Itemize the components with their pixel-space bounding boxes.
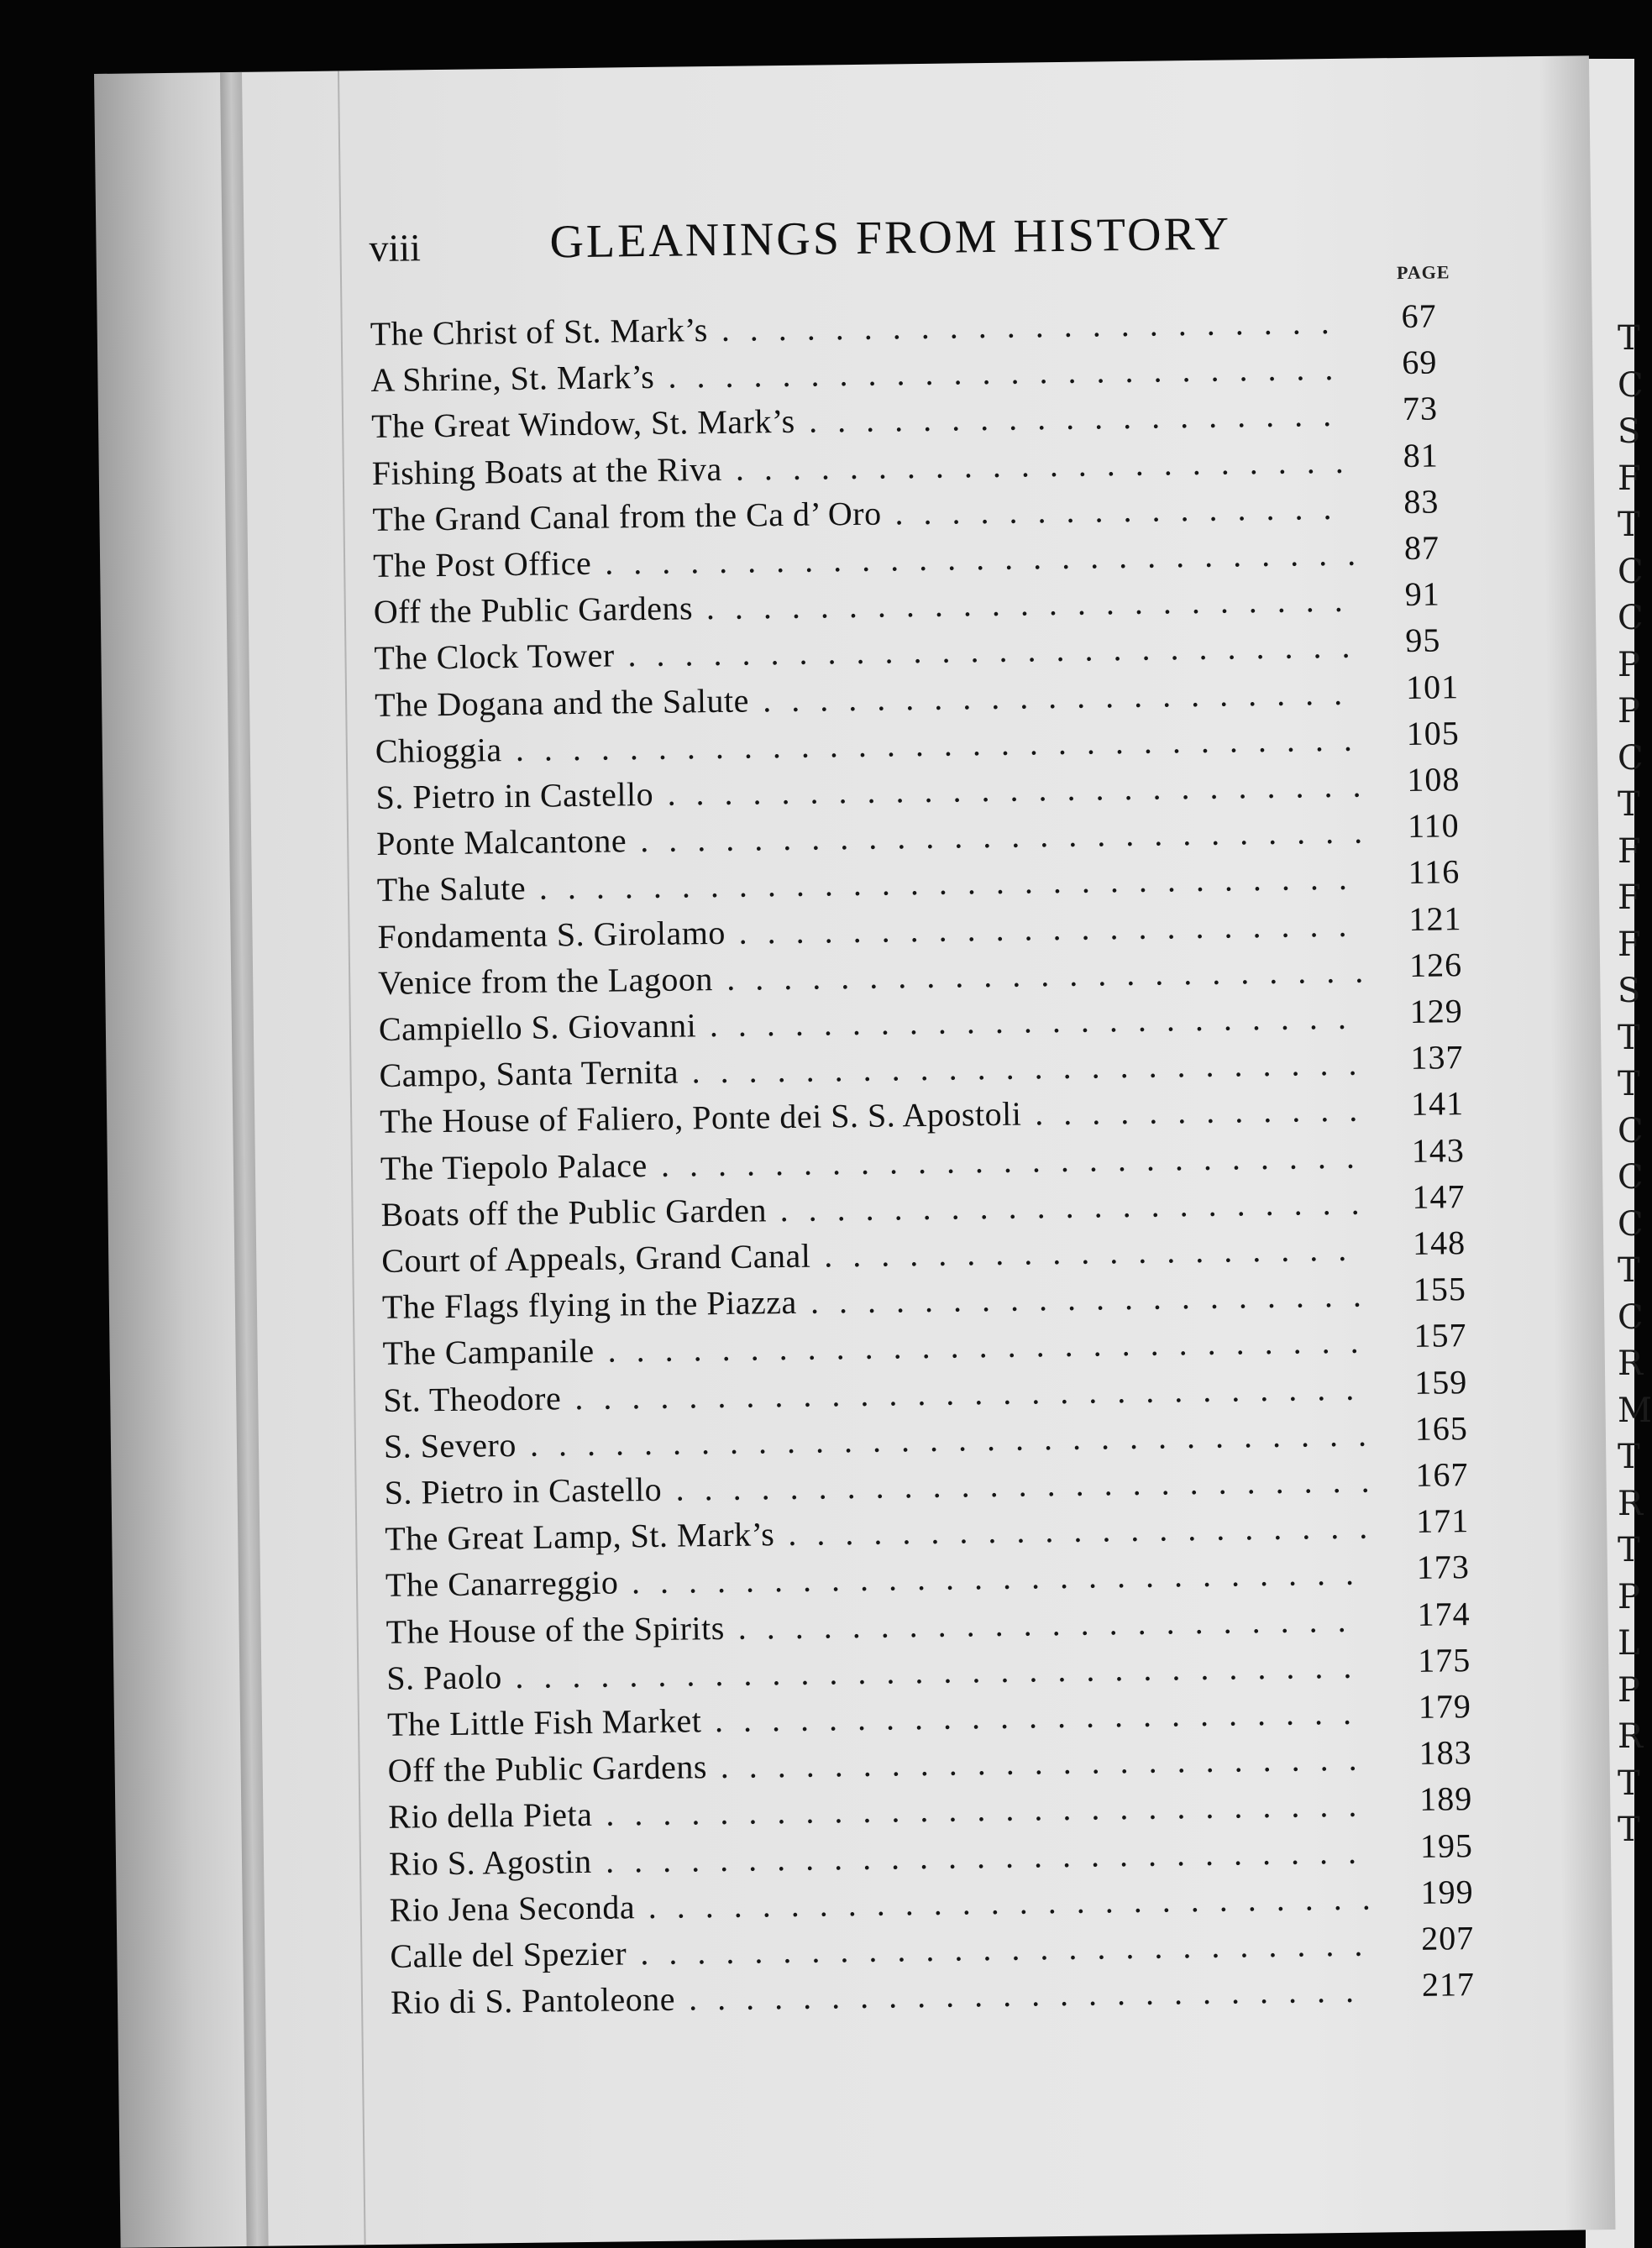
entry-title: The Dogana and the Salute	[374, 681, 750, 724]
entry-page-number: 179	[1418, 1687, 1472, 1726]
entry-title: Campiello S. Giovanni	[378, 1006, 697, 1048]
entry-page-number: 121	[1408, 899, 1462, 938]
dot-leader: .......................	[714, 1693, 1372, 1740]
dot-leader: ........................	[691, 1044, 1377, 1091]
facing-page-letter: F	[1618, 878, 1641, 917]
entry-title: Fondamenta S. Girolamo	[377, 913, 726, 956]
entry-title: S. Pietro in Castello	[375, 774, 654, 816]
facing-page-letter: S	[1618, 972, 1641, 1010]
entry-page-number: 101	[1405, 667, 1460, 706]
entry-title: S. Paolo	[386, 1658, 502, 1697]
entry-page-number: 69	[1402, 343, 1438, 382]
page-folio: viii	[369, 226, 422, 270]
entry-page-number: 87	[1403, 528, 1440, 567]
entry-page-number: 207	[1420, 1919, 1475, 1957]
dot-leader: .......................	[709, 998, 1367, 1045]
dot-leader: ...........................	[605, 1832, 1377, 1880]
entry-title: The Great Lamp, St. Mark’s	[385, 1515, 775, 1559]
facing-page-letter: T	[1618, 1438, 1640, 1476]
book-page	[94, 55, 1615, 2248]
facing-page-letter: T	[1618, 1763, 1640, 1803]
dot-leader: ....................	[810, 1276, 1382, 1321]
entry-page-number: 148	[1412, 1224, 1466, 1262]
dot-leader: ......................	[737, 1601, 1366, 1647]
facing-page-letter: T	[1618, 1251, 1640, 1290]
entry-page-number: 159	[1413, 1362, 1468, 1402]
entry-page-number: 95	[1405, 621, 1441, 660]
entry-title: Rio Jena Seconda	[389, 1888, 636, 1929]
dot-leader: ......................	[738, 905, 1367, 951]
facing-page-letter: T	[1618, 506, 1640, 544]
entry-page-number: 116	[1408, 852, 1461, 892]
entry-page-number: 81	[1403, 436, 1439, 474]
facing-page-letter: F	[1618, 459, 1641, 498]
entry-page-number: 67	[1401, 296, 1437, 336]
dot-leader: .......................	[705, 580, 1364, 627]
facing-page-letter: C	[1618, 1158, 1644, 1197]
facing-page-letter: P	[1618, 645, 1640, 684]
dot-leader: .........................	[675, 1461, 1390, 1508]
entry-page-number: 108	[1407, 760, 1461, 799]
dot-leader: ..........................	[631, 1554, 1375, 1601]
entry-page-number: 195	[1419, 1826, 1474, 1865]
dot-leader: .......................	[720, 1739, 1377, 1786]
entry-page-number: 155	[1413, 1270, 1467, 1309]
dot-leader: ..........................	[627, 626, 1371, 674]
entry-title: Ponte Malcantone	[375, 821, 627, 863]
entry-page-number: 217	[1421, 1965, 1476, 2004]
dot-leader: ...........................	[606, 1785, 1377, 1834]
running-title: GLEANINGS FROM HISTORY	[549, 207, 1232, 269]
entry-title: Rio della Pieta	[388, 1795, 593, 1837]
facing-page-letter: S	[1618, 412, 1641, 451]
entry-title: Fishing Boats at the Riva	[371, 449, 723, 492]
facing-page-letter: P	[1618, 1577, 1640, 1617]
dot-leader: ..........................	[640, 1925, 1383, 1973]
dot-leader: ........................	[688, 1971, 1375, 2018]
entry-page-number: 174	[1417, 1594, 1471, 1633]
entry-title: S. Pietro in Castello	[384, 1470, 663, 1512]
entry-page-number: 183	[1419, 1733, 1472, 1773]
entry-title: Chioggia	[375, 730, 502, 770]
facing-page-letter: C	[1618, 365, 1644, 405]
entry-title: Calle del Spezier	[390, 1934, 627, 1975]
dot-leader: ..............................	[529, 1415, 1387, 1464]
entry-title: The Great Window, St. Mark’s	[370, 402, 795, 446]
entry-title: St. Theodore	[383, 1378, 562, 1419]
facing-page-letter: C	[1618, 599, 1644, 637]
entry-title: The House of Faliero, Ponte dei S. S. Apostoli	[379, 1094, 1022, 1141]
entry-title: The Flags flying in the Piazza	[381, 1283, 797, 1327]
dot-leader: .....................	[788, 1507, 1388, 1554]
entry-title: Off the Public Gardens	[373, 589, 694, 631]
entry-page-number: 110	[1407, 806, 1460, 846]
dot-leader: .....................	[762, 673, 1363, 719]
dot-leader: ..............................	[515, 720, 1373, 768]
dot-leader: ............................	[574, 1369, 1375, 1417]
facing-page-letter: C	[1618, 738, 1644, 778]
dot-leader: .........................	[667, 766, 1382, 813]
dot-leader: ........................	[668, 348, 1354, 396]
dot-leader: ................	[894, 488, 1352, 532]
facing-page-letter: F	[1618, 925, 1641, 964]
entry-page-number: 173	[1416, 1548, 1471, 1587]
facing-page-letter: C	[1618, 1111, 1644, 1150]
entry-page-number: 129	[1409, 992, 1464, 1030]
dot-leader: ...........................	[607, 1322, 1379, 1370]
entry-page-number: 171	[1415, 1501, 1470, 1541]
dot-leader: ..........................	[648, 1879, 1391, 1926]
entry-page-number: 73	[1402, 389, 1439, 428]
page-column-label: PAGE	[1396, 261, 1450, 284]
entry-title: Rio di S. Pantoleone	[390, 1979, 676, 2022]
entry-title: The Little Fish Market	[386, 1701, 702, 1743]
facing-page-letter: F	[1618, 831, 1641, 871]
dot-leader: .........................	[660, 1137, 1376, 1184]
facing-page-letter: L	[1618, 1624, 1640, 1663]
facing-page-letter: P	[1618, 1670, 1640, 1710]
entry-page-number: 137	[1410, 1038, 1464, 1077]
entry-title: The Clock Tower	[374, 636, 615, 678]
entry-title: Rio S. Agostin	[388, 1842, 592, 1883]
entry-title: Campo, Santa Ternita	[379, 1052, 679, 1095]
facing-page-letter: M	[1618, 1391, 1652, 1430]
entry-title: The Campanile	[382, 1332, 595, 1373]
facing-page-letter: C	[1618, 552, 1644, 591]
facing-page-letter: C	[1618, 1204, 1644, 1244]
entry-title: The Canarreggio	[385, 1563, 619, 1605]
facing-page-letter: T	[1618, 1810, 1640, 1849]
entry-page-number: 91	[1404, 574, 1440, 614]
facing-page-letter: T	[1618, 1018, 1640, 1057]
entry-title: Court of Appeals, Grand Canal	[381, 1236, 811, 1280]
entry-title: Boats off the Public Garden	[380, 1191, 768, 1234]
entry-title: Venice from the Lagoon	[377, 959, 714, 1002]
dot-leader: ...................	[823, 1229, 1367, 1275]
facing-page-letter: R	[1618, 1484, 1644, 1523]
dot-leader: ..........................	[639, 812, 1383, 860]
dot-leader: ............	[1034, 1090, 1378, 1133]
facing-page-letter: T	[1618, 785, 1640, 824]
entry-title: The Grand Canal from the Ca d’ Oro	[372, 494, 882, 538]
illustrations-list	[94, 55, 1615, 2248]
entry-page-number: 105	[1406, 713, 1460, 752]
dot-leader: .......................	[726, 951, 1384, 998]
entry-page-number: 167	[1415, 1455, 1469, 1494]
dot-leader: .....................	[779, 1183, 1380, 1229]
dot-leader: ...................	[808, 396, 1352, 441]
entry-page-number: 199	[1420, 1872, 1474, 1911]
facing-page-letter: R	[1618, 1717, 1644, 1756]
entry-title: The Tiepolo Palace	[380, 1145, 648, 1187]
dot-leader: ...........................	[604, 534, 1377, 582]
dot-leader: .............................	[538, 858, 1368, 907]
facing-page-letter: T	[1618, 319, 1640, 358]
entry-title: The Salute	[376, 869, 527, 909]
dot-leader: ......................	[721, 302, 1350, 348]
entry-page-number: 143	[1411, 1130, 1466, 1170]
entry-title: S. Severo	[383, 1425, 517, 1465]
entry-page-number: 147	[1412, 1176, 1466, 1216]
entry-title: The Post Office	[372, 543, 592, 584]
facing-page-letter: T	[1618, 1065, 1640, 1103]
entry-page-number: 189	[1419, 1779, 1473, 1819]
entry-page-number: 126	[1408, 945, 1463, 984]
entry-title: The House of the Spirits	[385, 1608, 725, 1651]
facing-page-letter: C	[1618, 1297, 1644, 1337]
entry-page-number: 141	[1410, 1084, 1465, 1124]
entry-page-number: 83	[1403, 482, 1440, 521]
facing-page-letter: R	[1618, 1344, 1644, 1383]
facing-page-letter: T	[1618, 1531, 1640, 1569]
entry-title: The Christ of St. Mark’s	[370, 311, 709, 354]
entry-title: A Shrine, St. Mark’s	[370, 358, 655, 400]
facing-page-letter: P	[1618, 692, 1640, 731]
dot-leader: ......................	[735, 442, 1365, 488]
entry-page-number: 157	[1413, 1316, 1467, 1355]
dot-leader: ..............................	[515, 1647, 1372, 1695]
entry-page-number: 175	[1417, 1640, 1471, 1679]
entry-title: Off the Public Gardens	[387, 1748, 708, 1790]
entry-page-number: 165	[1414, 1408, 1469, 1448]
